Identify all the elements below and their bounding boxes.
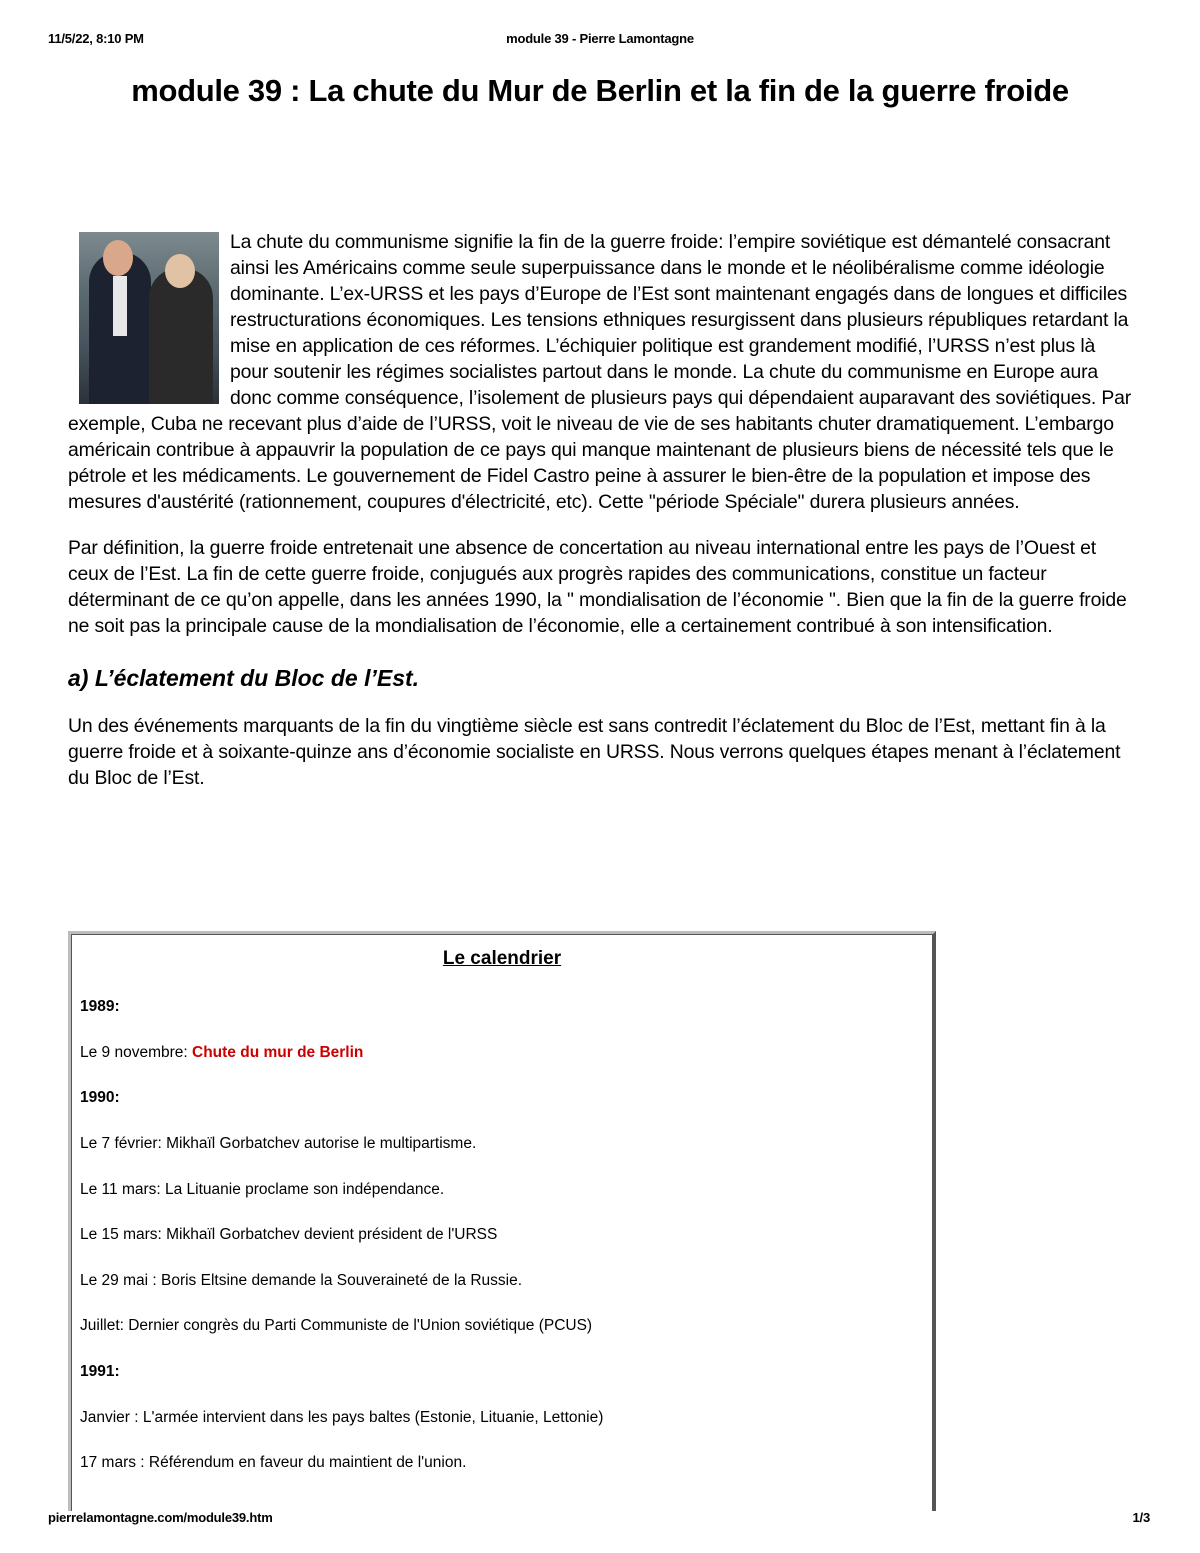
event-russia-sovereignty: Le 29 mai : Boris Eltsine demande la Souveraineté de la Russie. xyxy=(80,1272,522,1289)
year-1990: 1990: xyxy=(80,1089,120,1106)
cold-war-paragraph: Par définition, la guerre froide entretenait une absence de concertation au niveau international entre les pays de l’Ouest et ceux de l’Est. La fin de cette guerre froide, conjugués aux progrès rapides des communications, constitue un facteur déterminant de ce qu’on appelle, dans les années 1990, la " mondialisation de l’économie ". Bien que la fin de la guerre froide ne soit pas la principale cause de la mondialisation de l’économie, elle a certainement contribué à son intensification. xyxy=(68,537,1127,637)
eastern-bloc-paragraph: Un des événements marquants de la fin du vingtième siècle est sans contredit l’éclatement du Bloc de l’Est, mettant fin à la guerre froide et à soixante-quinze ans d’économie socialiste en URSS. Nous verrons quelques étapes menant à l’éclatement du Bloc de l’Est. xyxy=(68,715,1121,789)
leaders-photo xyxy=(79,232,219,404)
event-berlin-wall-text: Chute du mur de Berlin xyxy=(192,1044,364,1061)
event-multiparty: Le 7 février: Mikhaïl Gorbatchev autorise le multipartisme. xyxy=(80,1135,477,1152)
calendar-title: Le calendrier xyxy=(442,948,562,969)
year-1989: 1989: xyxy=(80,998,120,1015)
event-lithuania: Le 11 mars: La Lituanie proclame son indépendance. xyxy=(80,1181,445,1198)
main-content xyxy=(68,229,1136,791)
page-title: module 39 : La chute du Mur de Berlin et la fin de la guerre froide xyxy=(131,73,1069,108)
print-datetime: 11/5/22, 8:10 PM xyxy=(48,31,144,46)
intro-paragraph: La chute du communisme signifie la fin de la guerre froide: l’empire soviétique est démantelé consacrant ainsi les Américains comme seule superpuissance dans le monde et le néolibéralisme comme idéologie dominante. L’ex-URSS et les pays d’Europe de l’Est sont maintenant engagés dans de longues et difficiles restructurations économiques. Les tensions ethniques resurgissent dans plusieurs républiques retardant la mise en application de ces réformes. L’échiquier politique est grandement modifié, l’URSS n’est plus là pour soutenir les régimes socialistes partout dans le monde. La chute du communisme en Europe aura donc comme conséquence, l’isolement de plusieurs pays qui dépendaient auparavant des soviétiques. Par exemple, Cuba ne recevant plus d’aide de l’URSS, voit le niveau de vie de ses habitants chuter dramatiquement. L’embargo américain contribue à appauvrir la population de ce pays qui manque maintenant de plusieurs biens de nécessité tels que le pétrole et les médicaments. Le gouvernement de Fidel Castro peine à assurer le bien-être de la population et impose des mesures d'austérité (rationnement, coupures d'électricité, etc). Cette "période Spéciale" durera plusieurs années. xyxy=(68,231,1132,513)
event-baltic-intervention: Janvier : L'armée intervient dans les pays baltes (Estonie, Lituanie, Lettonie) xyxy=(80,1409,604,1426)
print-page-title: module 39 - Pierre Lamontagne xyxy=(506,31,694,46)
print-url: pierrelamontagne.com/module39.htm xyxy=(48,1510,273,1525)
event-pcus-congress: Juillet: Dernier congrès du Parti Communiste de l'Union soviétique (PCUS) xyxy=(80,1317,593,1334)
event-berlin-wall xyxy=(80,1043,363,1063)
event-referendum: 17 mars : Référendum en faveur du maintient de l'union. xyxy=(80,1454,467,1471)
year-1991: 1991: xyxy=(80,1363,120,1380)
print-page-number: 1/3 xyxy=(1132,1510,1150,1525)
section-heading: a) L’éclatement du Bloc de l’Est. xyxy=(68,665,420,691)
event-date: Le 9 novembre: xyxy=(80,1044,193,1061)
event-gorbachev-president: Le 15 mars: Mikhaïl Gorbatchev devient président de l'URSS xyxy=(80,1226,498,1243)
calendar-table xyxy=(68,931,936,1511)
